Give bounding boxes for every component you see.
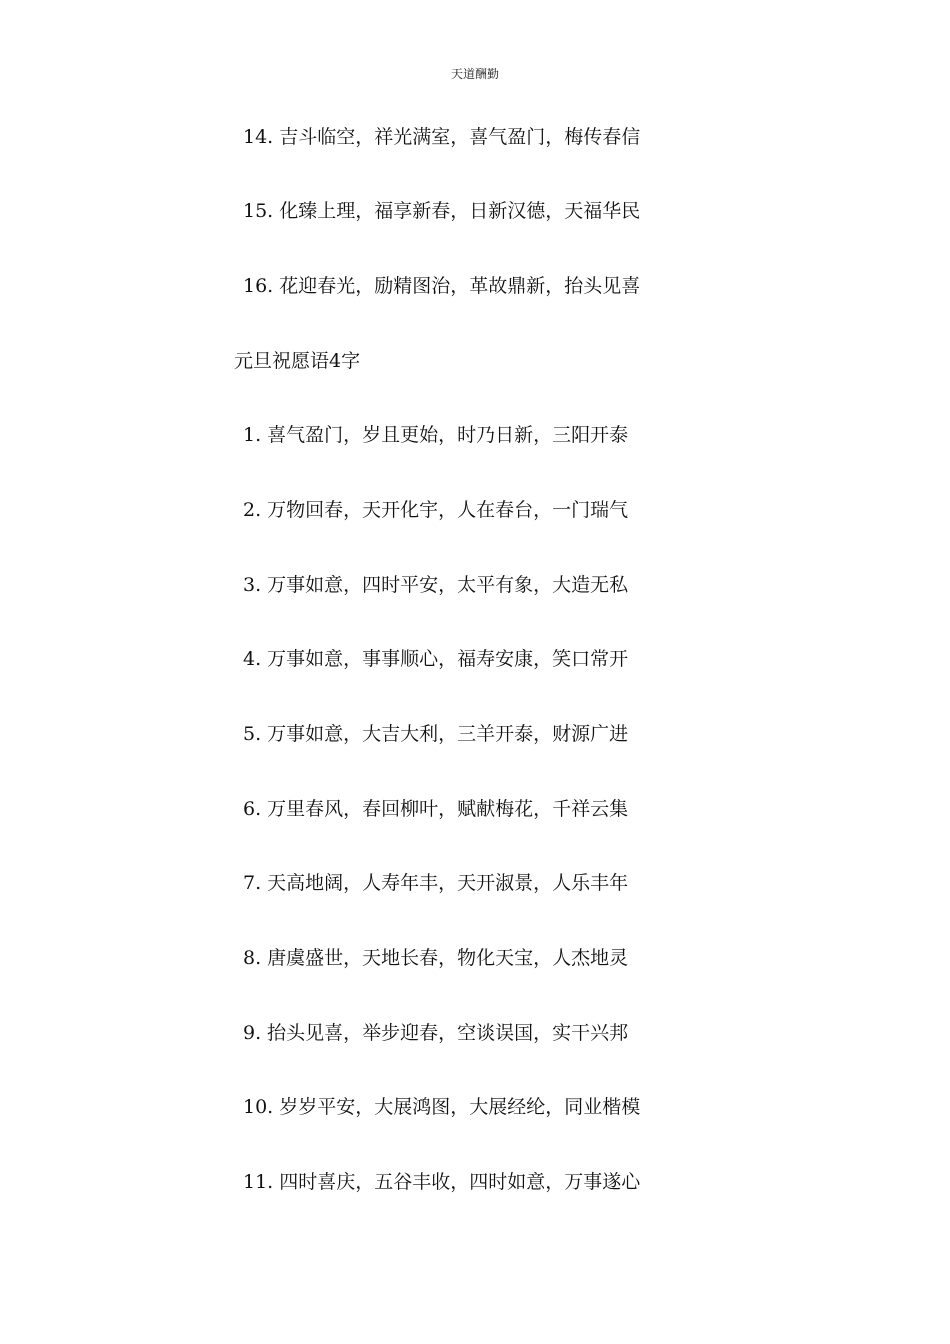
list-item: 14. 吉斗临空，祥光满室，喜气盈门，梅传春信 bbox=[243, 126, 641, 148]
list-item: 4. 万事如意，事事顺心，福寿安康，笑口常开 bbox=[243, 648, 629, 670]
list-item: 11. 四时喜庆，五谷丰收，四时如意，万事遂心 bbox=[243, 1171, 641, 1193]
list-item: 10. 岁岁平安，大展鸿图，大展经纶，同业楷模 bbox=[243, 1096, 641, 1118]
list-item: 16. 花迎春光，励精图治，革故鼎新，抬头见喜 bbox=[243, 275, 641, 297]
list-item: 7. 天高地阔，人寿年丰，天开淑景，人乐丰年 bbox=[243, 872, 629, 894]
list-item: 1. 喜气盈门，岁且更始，时乃日新，三阳开泰 bbox=[243, 424, 629, 446]
list-item: 2. 万物回春，天开化宇，人在春台，一门瑞气 bbox=[243, 499, 629, 521]
list-item: 8. 唐虞盛世，天地长春，物化天宝，人杰地灵 bbox=[243, 947, 629, 969]
list-item: 15. 化臻上理，福享新春，日新汉德，天福华民 bbox=[243, 200, 641, 222]
list-item: 5. 万事如意，大吉大利，三羊开泰，财源广进 bbox=[243, 723, 629, 745]
page-header: 天道酬勤 bbox=[450, 67, 499, 81]
list-item: 3. 万事如意，四时平安，太平有象，大造无私 bbox=[243, 574, 629, 596]
section-heading: 元旦祝愿语4字 bbox=[234, 350, 361, 372]
list-item: 6. 万里春风，春回柳叶，赋献梅花，千祥云集 bbox=[243, 798, 629, 820]
list-item: 9. 抬头见喜，举步迎春，空谈误国，实干兴邦 bbox=[243, 1022, 629, 1044]
